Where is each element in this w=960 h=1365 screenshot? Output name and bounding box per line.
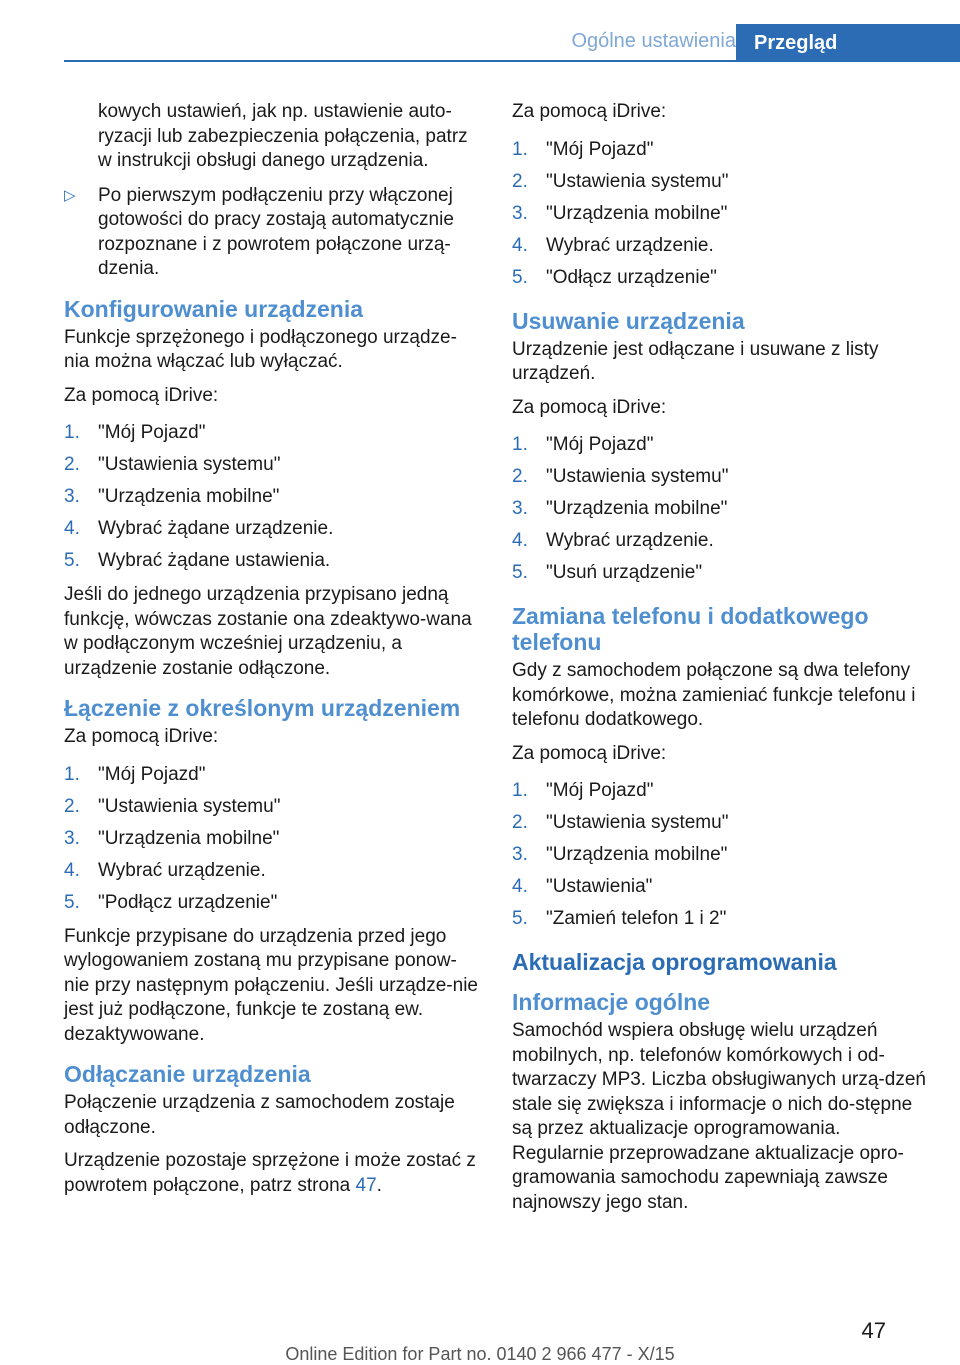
bullet-text: Po pierwszym podłączeniu przy włączonej gotowości do pracy zostają automatycznie rozpoznane i z powrotem połączone urzą-dzenia. [98,184,454,279]
heading-swap-phone: Zamiana telefonu i dodatkowego telefonu [512,603,869,655]
list-item: 2. "Ustawienia systemu" [512,812,729,833]
list-item: 3. "Urządzenia mobilne" [64,486,280,507]
list-item: 4. Wybrać urządzenie. [64,859,266,881]
list-item: 1. "Mój Pojazd" [512,434,654,455]
paragraph: Jeśli do jednego urządzenia przypisano jedną funkcję, wówczas zostanie ona zdeaktywo-wana w podłączonym wcześniej urządzeniu, a urządzenie zostanie odłączone. [64,584,472,679]
bullet-item [64,184,480,282]
paragraph: Funkcje przypisane do urządzenia przed jego wylogowaniem zostaną mu przypisane ponow-nie przy następnym połączeniu. Jeśli urządze-nie jest już podłączone, funkcje te zostaną ew. dezaktywowane. [64,925,478,1045]
list-item: 3. "Urządzenia mobilne" [512,844,728,865]
list-item: 2. "Ustawienia systemu" [64,795,281,817]
page-link[interactable]: 47 [355,1174,377,1196]
continued-paragraph: kowych ustawień, jak np. ustawienie auto-ryzacji lub zabezpieczenia połączenia, patrz w instrukcji obsługi danego urządzenia. [98,101,468,171]
steps-list [512,775,930,935]
paragraph: Urządzenie pozostaje sprzężone i może zostać z powrotem połączone, patrz strona 47. [64,1150,476,1196]
list-item: 1. "Mój Pojazd" [512,780,654,801]
header-rule [64,60,960,62]
list-item: 2. "Ustawienia systemu" [64,454,281,475]
heading-configure-device: Konfigurowanie urządzenia [64,295,364,322]
list-item: 5. "Usuń urządzenie" [512,562,703,583]
header-section-title: Ogólne ustawienia [571,30,736,52]
page-number: 47 [861,1318,886,1343]
list-item: 5. "Podłącz urządzenie" [64,891,278,913]
page-header [0,24,960,62]
idrive-label: Za pomocą iDrive: [64,384,219,406]
list-item: 4. Wybrać żądane urządzenie. [64,518,334,539]
list-item: 4. Wybrać urządzenie. [512,234,714,256]
heading-connect-device: Łączenie z określonym urządzeniem [64,695,461,721]
heading-general-info: Informacje ogólne [512,989,711,1015]
steps-list [64,417,480,577]
list-item: 3. "Urządzenia mobilne" [64,827,280,849]
list-item: 5. "Odłącz urządzenie" [512,266,717,288]
paragraph: Gdy z samochodem połączone są dwa telefony komórkowe, można zamieniać funkcje telefonu i telefonu dodatkowego. [512,660,916,730]
paragraph: Samochód wspiera obsługę wielu urządzeń mobilnych, np. telefonów komórkowych i od-twarzaczy MP3. Liczba obsługiwanych urzą-dzeń stale się zwiększa i informacje o nich do-stępne są przez aktualizacje oprogramowania. Regularnie przeprowadzane aktualizacje opro-gramowania samochodu zapewniają zawsze najnowszy jego stan. [512,1020,926,1213]
paragraph: Funkcje sprzężonego i podłączonego urządze-nia można włączać lub wyłączać. [64,326,457,372]
list-item: 1. "Mój Pojazd" [64,422,206,443]
right-column [512,100,930,1224]
list-item: 4. "Ustawienia" [512,876,653,897]
list-item: 3. "Urządzenia mobilne" [512,202,728,224]
left-column [64,100,480,1207]
list-item: 1. "Mój Pojazd" [64,763,206,785]
steps-list [64,759,480,919]
idrive-label: Za pomocą iDrive: [512,742,667,764]
list-item: 4. Wybrać urządzenie. [512,530,714,551]
idrive-label: Za pomocą iDrive: [512,396,667,418]
list-item: 2. "Ustawienia systemu" [512,170,729,192]
idrive-label: Za pomocą iDrive: [512,101,667,122]
list-item: 2. "Ustawienia systemu" [512,466,729,487]
steps-list [512,429,930,589]
footer-edition: Online Edition for Part no. 0140 2 966 477 - X/15 [285,1344,675,1364]
heading-disconnect-device: Odłączanie urządzenia [64,1061,311,1087]
heading-software-update: Aktualizacja oprogramowania [512,949,837,975]
header-tab: Przegląd [736,24,960,62]
list-item: 5. Wybrać żądane ustawienia. [64,550,331,571]
heading-remove-device: Usuwanie urządzenia [512,307,745,334]
list-item: 1. "Mój Pojazd" [512,138,654,160]
list-item: 5. "Zamień telefon 1 i 2" [512,908,727,929]
paragraph: Połączenie urządzenia z samochodem zostaje odłączone. [64,1092,455,1138]
steps-list [512,134,930,294]
triangle-bullet-icon: ▷ [64,186,76,204]
paragraph: Urządzenie jest odłączane i usuwane z listy urządzeń. [512,338,879,384]
list-item: 3. "Urządzenia mobilne" [512,498,728,519]
idrive-label: Za pomocą iDrive: [64,726,219,747]
